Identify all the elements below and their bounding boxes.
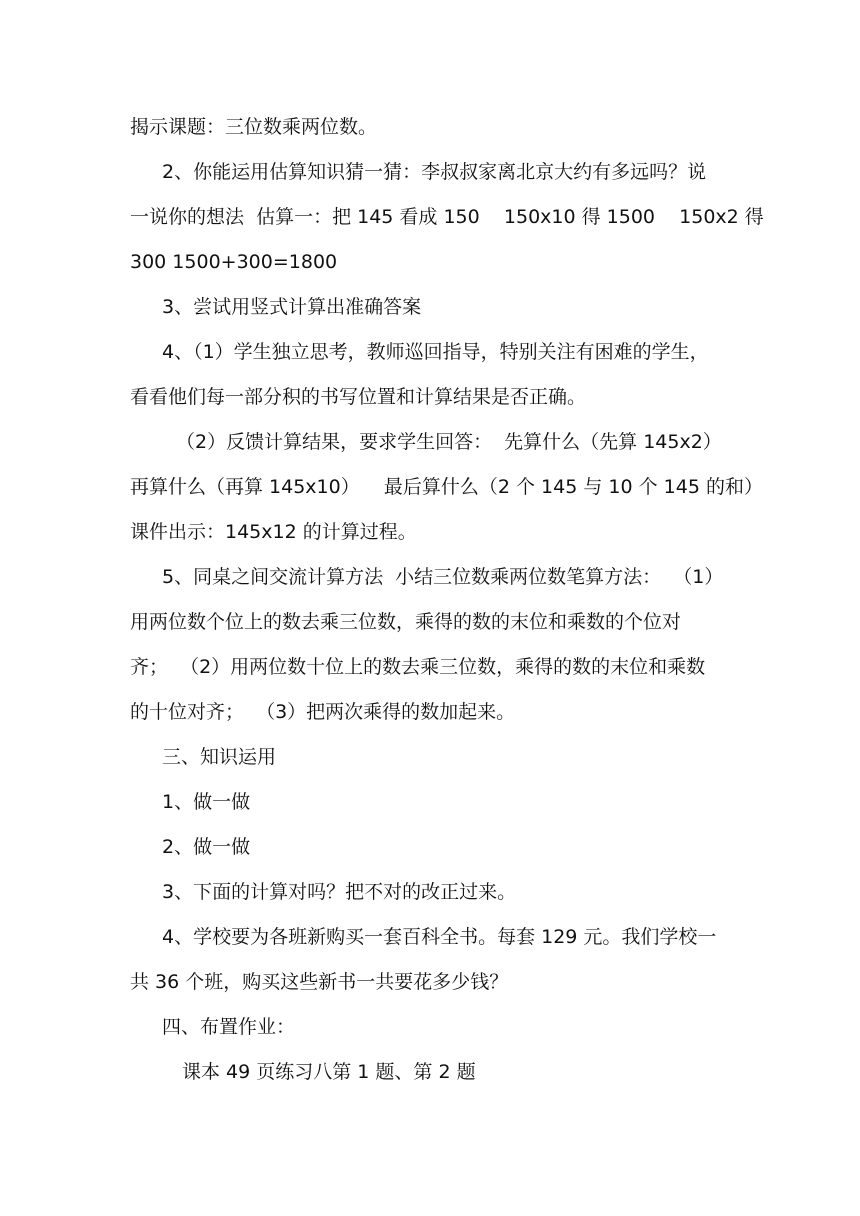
text-line: 用两位数个位上的数去乘三位数，乘得的数的末位和乘数的个位对 xyxy=(130,611,682,633)
section-heading: 四、布置作业： xyxy=(162,1016,296,1038)
text-line: 的十位对齐； （3）把两次乘得的数加起来。 xyxy=(130,701,516,723)
text-line: 300 1500+300=1800 xyxy=(130,251,338,273)
text-line: 课件出示：145x12 的计算过程。 xyxy=(130,521,417,543)
text-line: 2、做一做 xyxy=(162,836,251,858)
text-line: 揭示课题：三位数乘两位数。 xyxy=(130,116,378,138)
text-line: 3、下面的计算对吗？把不对的改正过来。 xyxy=(162,881,517,903)
text-line: （2）反馈计算结果，要求学生回答： 先算什么（先算 145x2） xyxy=(176,431,722,453)
text-line: 再算什么（再算 145x10） 最后算什么（2 个 145 与 10 个 145 的和） xyxy=(130,476,763,498)
text-line: 共 36 个班，购买这些新书一共要花多少钱？ xyxy=(130,971,509,993)
text-line: 2、你能运用估算知识猜一猜：李叔叔家离北京大约有多远吗？说 xyxy=(162,161,707,183)
text-line: 课本 49 页练习八第 1 题、第 2 题 xyxy=(182,1061,476,1083)
text-line: 1、做一做 xyxy=(162,791,251,813)
text-line: 看看他们每一部分积的书写位置和计算结果是否正确。 xyxy=(130,386,587,408)
text-line: 4、学校要为各班新购买一套百科全书。每套 129 元。我们学校一 xyxy=(162,926,717,948)
text-line: 3、尝试用竖式计算出准确答案 xyxy=(162,296,422,318)
text-line: 一说你的想法 估算一：把 145 看成 150 150x10 得 1500 150x2 得 xyxy=(130,206,764,228)
section-heading: 三、知识运用 xyxy=(162,746,277,768)
text-line: 4、（1）学生独立思考，教师巡回指导，特别关注有困难的学生， xyxy=(162,341,709,363)
text-line: 齐； （2）用两位数十位上的数去乘三位数，乘得的数的末位和乘数 xyxy=(130,656,706,678)
text-line: 5、同桌之间交流计算方法 小结三位数乘两位数笔算方法： （1） xyxy=(162,566,724,588)
